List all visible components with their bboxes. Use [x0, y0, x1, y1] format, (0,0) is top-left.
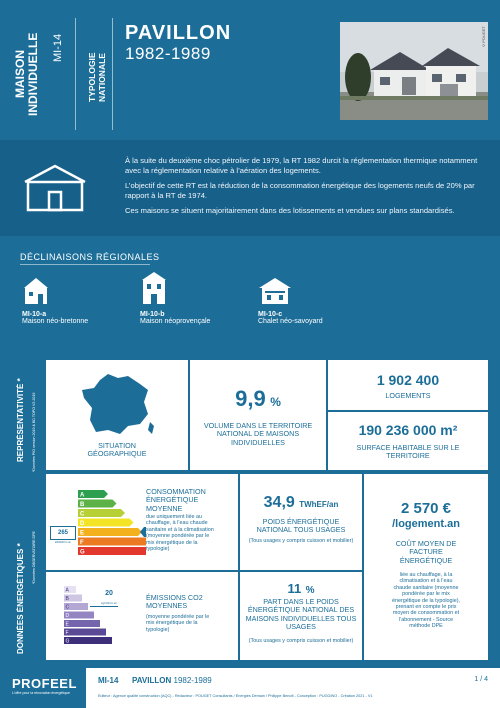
ges-desc: (moyenne pondérée par le mix énergétique de la typologie): [146, 614, 210, 633]
footer-title: [132, 676, 212, 685]
footer-brand: [12, 676, 78, 695]
page-title: PAVILLON: [125, 22, 232, 44]
part-card: [240, 572, 362, 660]
dpe-bar-g: [78, 547, 146, 555]
footer-credits: Éditeur : Agence qualité construction (AQC) - Rédacteur : POUGET Consultants / Énergies Demain / Philippe Benoît - Conception : PUGGINO - Création 2021 - V1: [98, 694, 373, 698]
dpe-letter-d: D: [80, 521, 85, 527]
ges-letter-f: F: [65, 630, 69, 637]
consumption-card: [46, 474, 238, 570]
ges-bar-e: [64, 620, 100, 627]
cost-caption: COÛT MOYEN DE FACTURE ÉNERGÉTIQUE: [395, 539, 457, 565]
logements-value: 1 902 400: [376, 372, 440, 388]
surface-card: [328, 412, 488, 470]
ges-title: ÉMISSIONS CO2 MOYENNES: [146, 593, 203, 611]
brand-tagline: L’offre pour la rénovation énergétique: [12, 691, 70, 695]
ges-value-box: [98, 588, 120, 605]
dpe-value: 265: [57, 530, 68, 536]
header-divider-1: [75, 18, 76, 130]
dpe-bar-d: [78, 519, 134, 527]
house-photo: [340, 22, 488, 120]
dpe-letter-f: F: [80, 540, 84, 546]
dpe-letter-a: A: [80, 492, 85, 499]
house-photo-illustration: [340, 22, 488, 120]
category-line-1: MAISON: [13, 50, 27, 98]
representativite-side-title: REPRÉSENTATIVITÉ *: [16, 378, 25, 462]
typology-line-1: TYPOLOGIE: [87, 52, 97, 102]
volume-unit: %: [270, 395, 281, 409]
typology-code: MI-14: [52, 33, 64, 62]
part-note: (Tous usages y compris cuisson et mobilier): [248, 638, 354, 644]
logements-card: [328, 360, 488, 410]
poids-value: 34,9: [263, 494, 295, 511]
photo-credit: ©POUGET: [481, 26, 486, 48]
dpe-letter-b: B: [80, 502, 85, 508]
breton-house-icon: [22, 276, 50, 306]
volume-caption: VOLUME DANS LE TERRITOIRE NATIONAL DE MAISONS INDIVIDUELLES: [203, 421, 313, 447]
page-number: 1 / 4: [474, 676, 488, 683]
cost-card: [364, 474, 488, 660]
poids-stat: [240, 494, 362, 512]
regional-item-a: [22, 276, 122, 325]
ges-letter-a: A: [65, 587, 69, 594]
ges-letter-b: B: [65, 596, 69, 603]
poids-note: (Tous usages y compris cuisson et mobilier): [248, 538, 354, 544]
energy-side-title: DONNÉES ÉNERGÉTIQUES *: [16, 543, 25, 654]
poids-caption: POIDS ÉNERGÉTIQUE NATIONAL TOUS USAGES: [256, 517, 346, 535]
dpe-label: [50, 488, 146, 558]
page-years: 1982-1989: [125, 44, 211, 63]
dpe-bar-e: [78, 528, 142, 536]
dpe-bar-c: [78, 509, 125, 517]
provencal-house-icon: [140, 270, 168, 306]
dpe-bar-f: [78, 538, 146, 546]
footer-code: MI-14: [98, 676, 119, 685]
conso-desc: due uniquement liée au chauffage, à l’eau chaude sanitaire et à la climatisation (moyenne pondérée par le mix énergétique de la typologie): [146, 514, 214, 553]
ges-bar-g: [64, 637, 112, 644]
typology-label: [87, 22, 107, 102]
cost-value: 2 570 €: [400, 500, 452, 517]
conso-title: CONSOMMATION ÉNERGÉTIQUE MOYENNE: [146, 487, 206, 513]
category-line-2: INDIVIDUELLE: [26, 32, 40, 116]
intro-paragraph-2: L’objectif de cette RT est la réduction de la consommation énergétique des logements neufs de 20% par rapport à la RT de 1974.: [125, 181, 475, 200]
dpe-letter-c: C: [80, 511, 85, 518]
ges-letter-d: D: [65, 613, 70, 620]
cost-unit: /logement.an: [392, 518, 460, 530]
dpe-letter-g: G: [80, 549, 85, 556]
volume-stat: [190, 386, 326, 412]
regional-code-b: MI-10-b: [140, 311, 165, 318]
logements-caption: LOGEMENTS: [385, 391, 431, 400]
poids-card: [240, 474, 362, 570]
energy-side-note: *Données OBSERVATOIRE DPE: [32, 531, 36, 584]
france-map-icon: [78, 372, 156, 438]
part-value: 11: [287, 581, 302, 596]
brand-logo: PROFEEL: [12, 676, 77, 691]
intro-text: [125, 156, 485, 222]
ges-letter-c: C: [65, 604, 70, 611]
dpe-letter-e: E: [80, 530, 85, 537]
category-label: [14, 22, 40, 126]
part-stat: [240, 580, 362, 598]
regional-item-c: [258, 276, 368, 325]
regional-name-a: Maison néo-bretonne: [22, 318, 89, 325]
regional-name-c: Chalet néo-savoyard: [258, 318, 323, 325]
header-divider-2: [112, 18, 113, 130]
house-outline-icon: [22, 164, 88, 217]
part-unit: %: [305, 585, 315, 596]
ges-label: [60, 582, 156, 652]
intro-paragraph-3: Ces maisons se situent majoritairement dans des lotissements et vendues sur plans standardisés.: [125, 206, 455, 216]
poids-unit: TWhEF/an: [299, 500, 339, 509]
ges-value: 20: [105, 590, 113, 597]
intro-paragraph-1: À la suite du deuxième choc pétrolier de 1979, la RT 1982 durcit la réglementation thermique notamment avec la réglementation relative à l’aération des logements.: [125, 156, 478, 175]
footer-title-name: PAVILLON: [132, 676, 172, 685]
volume-card: [190, 360, 326, 470]
savoyard-chalet-icon: [258, 276, 292, 306]
ges-letter-e: E: [65, 621, 69, 628]
ges-letter-g: G: [65, 638, 70, 645]
ges-unit: kgCO2/m².an: [101, 602, 117, 605]
part-caption: PART DANS LE POIDS ÉNERGÉTIQUE NATIONAL DES MAISONS INDIVIDUELLES TOUS USAGES: [245, 597, 357, 632]
regional-underline: [20, 264, 150, 265]
map-card: [46, 360, 188, 470]
regional-item-b: [140, 270, 240, 325]
cost-desc: liée au chauffage, à la climatisation et à l’eau chaude sanitaire (moyenne pondérée par le mix énergétique de la typologie), prenant en compte le prix moyen de consommation et l’abonnement - Source méthode DPE: [391, 572, 461, 630]
typology-line-2: NATIONALE: [97, 53, 107, 102]
regional-title: DÉCLINAISONS RÉGIONALES: [20, 252, 160, 262]
situation-caption: SITUATION GÉOGRAPHIQUE: [87, 441, 147, 459]
regional-name-b: Maison néoprovençale: [140, 318, 211, 325]
dpe-value-box: [50, 526, 76, 544]
regional-code-a: MI-10-a: [22, 311, 47, 318]
footer-title-years: 1982-1989: [173, 676, 212, 685]
volume-value: 9,9: [235, 386, 266, 411]
ges-bar-f: [64, 629, 106, 636]
surface-value: 190 236 000 m²: [358, 422, 458, 438]
surface-caption: SURFACE HABITABLE SUR LE TERRITOIRE: [356, 443, 460, 461]
representativite-side-note: *Données PIO version 2019 & BD TOPO V3 2019: [32, 392, 36, 472]
dpe-unit: kWhEP/m².an: [55, 541, 71, 544]
regional-code-c: MI-10-c: [258, 311, 283, 318]
footer-bar: [86, 668, 500, 708]
dpe-energy-scale: [50, 488, 146, 558]
ges-card: [46, 572, 238, 660]
